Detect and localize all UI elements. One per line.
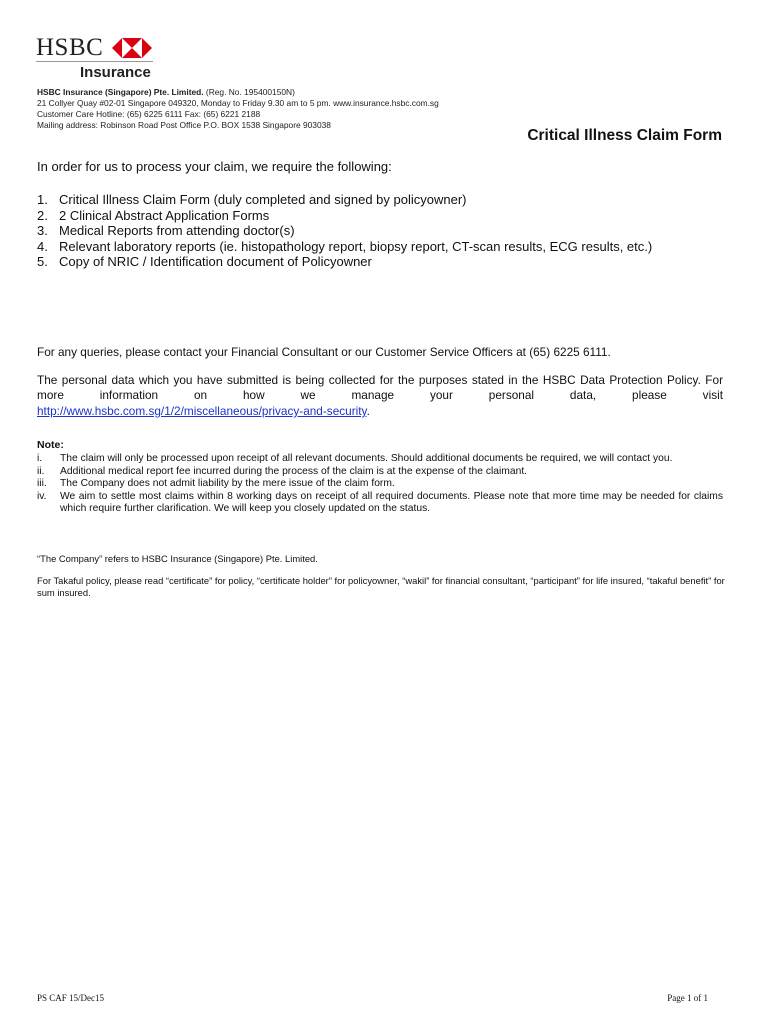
notes-list <box>37 453 723 516</box>
form-title: Critical Illness Claim Form <box>527 127 722 144</box>
insurance-wordmark: Insurance <box>80 64 151 81</box>
list-item <box>37 453 723 466</box>
list-number: 2. <box>37 207 48 223</box>
company-name-line <box>37 87 637 98</box>
list-number: 4. <box>37 238 48 254</box>
list-item <box>37 208 737 224</box>
list-text: Critical Illness Claim Form (duly completed and signed by policyowner) <box>59 192 467 207</box>
list-text: Relevant laboratory reports (ie. histopathology report, biopsy report, CT-scan results, ECG results, etc.) <box>59 238 653 254</box>
list-number: 3. <box>37 223 48 238</box>
list-text: 2 Clinical Abstract Application Forms <box>59 207 270 223</box>
note-label: Note: <box>37 439 64 451</box>
note-text: The Company does not admit liability by the mere issue of the claim form. <box>60 478 395 490</box>
privacy-text: The personal data which you have submitted is being collected for the purposes stated in the HSBC Data Protection Policy. For more information on how we manage your personal data, please visit <box>37 373 723 402</box>
intro-text: In order for us to process your claim, we require the following: <box>37 159 392 174</box>
privacy-link-line <box>37 402 370 420</box>
requirements-list <box>37 192 737 270</box>
note-number: iii. <box>37 478 47 490</box>
company-mailing: Mailing address: Robinson Road Post Office P.O. BOX 1538 Singapore 903038 <box>37 120 331 130</box>
note-text: We aim to settle most claims within 8 working days on receipt of all required documents. Please note that more time may be needed for claims which require further clarification. We will keep you closely updated on the status. <box>60 490 723 515</box>
list-item <box>37 491 723 516</box>
company-hotline: Customer Care Hotline: (65) 6225 6111 Fax: (65) 6221 2188 <box>37 109 261 119</box>
privacy-link[interactable]: http://www.hsbc.com.sg/1/2/miscellaneous/privacy-and-security <box>37 404 367 418</box>
list-item <box>37 478 723 491</box>
company-reg: (Reg. No. 195400150N) <box>203 87 295 97</box>
note-text: The claim will only be processed upon receipt of all relevant documents. Should additional documents be required, we will contact you. <box>60 453 673 464</box>
hsbc-hexagon-logo-icon <box>112 38 152 58</box>
list-item <box>37 192 737 208</box>
page-number: Page 1 of 1 <box>667 993 708 1003</box>
list-item <box>37 466 723 479</box>
company-info <box>37 87 637 131</box>
logo-divider <box>36 61 153 62</box>
company-name: HSBC Insurance (Singapore) Pte. Limited. <box>37 87 204 97</box>
list-text: Medical Reports from attending doctor(s) <box>59 223 295 238</box>
company-definition: “The Company” refers to HSBC Insurance (Singapore) Pte. Limited. <box>37 553 318 564</box>
list-item <box>37 239 737 255</box>
list-item <box>37 223 737 239</box>
note-number: ii. <box>37 465 45 477</box>
takaful-note: For Takaful policy, please read “certificate” for policy, “certificate holder” for policyowner, “wakil” for financial consultant, “participant” for life insured, “takaful benefit” for sum insured. <box>37 575 725 598</box>
company-address: 21 Collyer Quay #02-01 Singapore 049320, Monday to Friday 9.30 am to 5 pm. www.insurance.hsbc.com.sg <box>37 98 439 108</box>
form-code: PS CAF 15/Dec15 <box>37 993 105 1003</box>
list-number: 1. <box>37 192 48 207</box>
note-number: iv. <box>37 490 47 502</box>
list-text: Copy of NRIC / Identification document of Policyowner <box>59 254 372 269</box>
privacy-end: . <box>366 404 370 418</box>
hsbc-wordmark: HSBC <box>36 34 104 61</box>
note-text: Additional medical report fee incurred during the process of the claim is at the expense of the claimant. <box>60 465 528 477</box>
list-item <box>37 254 737 270</box>
list-number: 5. <box>37 254 48 269</box>
note-number: i. <box>37 453 43 464</box>
queries-text: For any queries, please contact your Financial Consultant or our Customer Service Officers at (65) 6225 6111. <box>37 345 611 359</box>
